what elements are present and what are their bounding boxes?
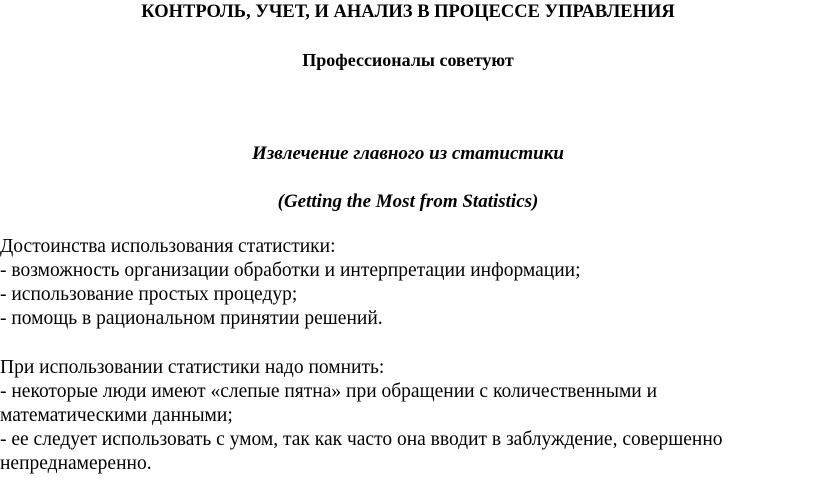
remember-section [0,356,816,476]
paragraph-line: - ее следует использовать с умом, так как часто она вводит в заблуждение, совершенно [0,429,723,450]
list-item: - использование простых процедур; [0,284,298,305]
advantages-intro: Достоинства использования статистики: [0,236,336,257]
list-item: - возможность организации обработки и интерпретации информации; [0,260,581,281]
remember-intro: При использовании статистики надо помнить: [0,357,385,378]
section-subtitle: Профессионалы советуют [302,50,514,70]
paragraph-line: математическими данными; [0,405,233,426]
advantages-section [0,235,816,331]
page-title: КОНТРОЛЬ, УЧЕТ, И АНАЛИЗ В ПРОЦЕССЕ УПРАВЛЕНИЯ [141,2,675,22]
article-title-english: (Getting the Most from Statistics) [277,191,539,212]
list-item: - помощь в рациональном принятии решений. [0,308,383,329]
paragraph-line: - некоторые люди имеют «слепые пятна» при обращении с количественными и [0,381,658,402]
paragraph-line: непреднамеренно. [0,453,152,474]
article-title: Извлечение главного из статистики [252,143,564,164]
